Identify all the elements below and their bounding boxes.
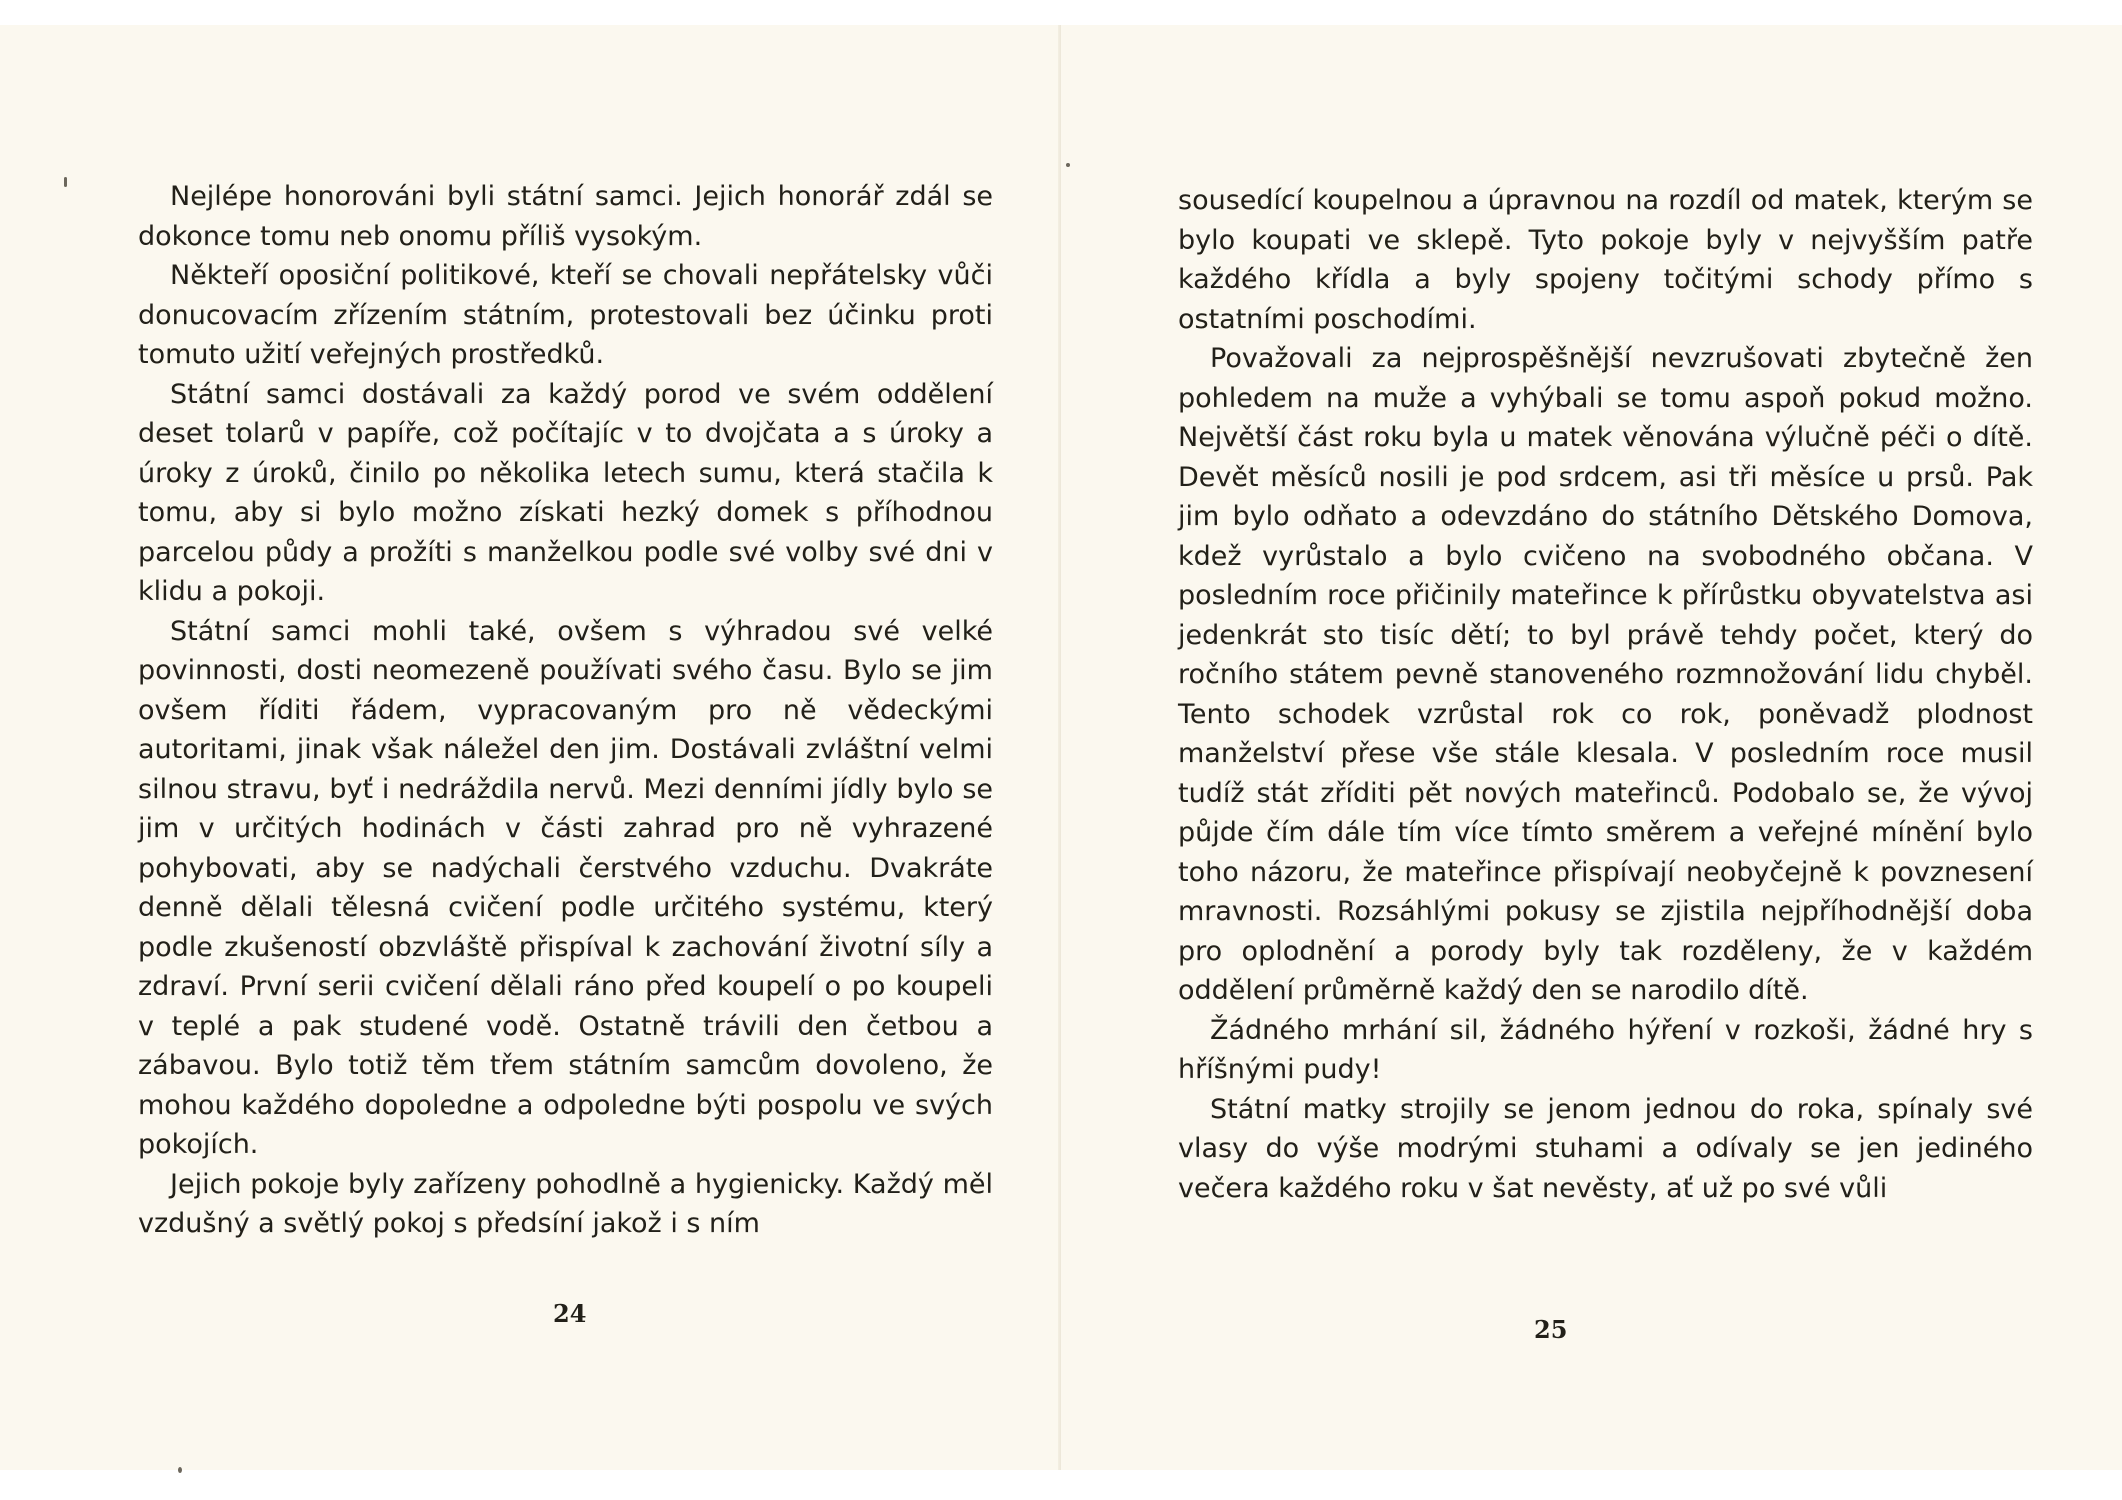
- paragraph: Státní matky strojily se jenom jednou do roka, spínaly své vlasy do výše modrými stuhami a odívaly se jen jediného večera každého roku v šat nevěsty, ať už po své vůli: [1178, 1093, 2033, 1204]
- paragraph: Státní samci dostávali za každý porod ve svém oddělení deset tolarů v papíře, což počítajíc v to dvojčata a s úroky a úroky z úroků, činilo po několika letech sumu, která stačila k tomu, aby si bylo možno získati hezký domek s příhodnou parcelou půdy a prožíti s manželkou podle své volby své dni v klidu a pokoji.: [138, 378, 993, 607]
- right-page: [1061, 25, 2122, 1470]
- paragraph: Státní samci mohli také, ovšem s výhradou své velké povinnosti, dosti neomezeně používati svého času. Bylo se jim ovšem říditi řádem, vypracovaným pro ně vědeckými autoritami, jinak však náležel den jim. Dostávali zvláštní velmi silnou stravu, byť i nedráždila nervů. Mezi denními jídly bylo se jim v určitých hodinách v části zahrad pro ně vyhrazené pohybovati, aby se nadýchali čerstvého vzduchu. Dvakráte denně dělali tělesná cvičení podle určitého systému, který podle zkušeností obzvláště přispíval k zachování životní síly a zdraví. První serii cvičení dělali ráno před koupelí o po koupeli v teplé a pak studené vodě. Ostatně trávili den četbou a zábavou. Bylo totiž těm třem státním samcům dovoleno, že mohou každého dopoledne a odpoledne býti pospolu ve svých pokojích.: [138, 615, 993, 1160]
- left-page: [0, 25, 1061, 1470]
- right-page-text: [1178, 181, 2033, 1208]
- paragraph: Nejlépe honorováni byli státní samci. Jejich honorář zdál se dokonce tomu neb onomu příliš vysokým.: [138, 181, 993, 252]
- left-page-text: [138, 177, 993, 1244]
- ink-speck: [64, 177, 67, 187]
- paragraph: Někteří oposiční politikové, kteří se chovali nepřátelsky vůči donucovacím zřízením státním, protestovali bez účinku proti tomuto užití veřejných prostředků.: [138, 260, 993, 370]
- page-number: 24: [553, 1299, 587, 1328]
- ink-speck: [178, 1467, 182, 1473]
- ink-speck: [1066, 163, 1070, 167]
- paragraph: sousedící koupelnou a úpravnou na rozdíl od matek, kterým se bylo koupati ve sklepě. Tyto pokoje byly v nejvyšším patře každého křídla a byly spojeny točitými schody přímo s ostatními poschodími.: [1178, 185, 2033, 335]
- page-number: 25: [1534, 1315, 1568, 1344]
- paragraph: Jejich pokoje byly zařízeny pohodlně a hygienicky. Každý měl vzdušný a světlý pokoj s předsíní jakož i s ním: [138, 1168, 993, 1239]
- paragraph: Žádného mrhání sil, žádného hýření v rozkoši, žádné hry s hříšnými pudy!: [1178, 1014, 2033, 1085]
- paragraph: Považovali za nejprospěšnější nevzrušovati zbytečně žen pohledem na muže a vyhýbali se tomu aspoň pokud možno. Největší část roku byla u matek věnována výlučně péči o dítě. Devět měsíců nosili je pod srdcem, asi tři měsíce u prsů. Pak jim bylo odňato a odevzdáno do státního Dětského Domova, kdež vyrůstalo a bylo cvičeno na svobodného občana. V posledním roce přičinily mateřince k přírůstku obyvatelstva asi jedenkrát sto tisíc dětí; to byl právě tehdy počet, který do ročního státem pevně stanoveného rozmnožování lidu chyběl. Tento schodek vzrůstal rok co rok, poněvadž plodnost manželství přese vše stále klesala. V posledním roce musil tudíž stát zříditi pět nových mateřinců. Podobalo se, že vývoj půjde čím dále tím více tímto směrem a veřejné mínění bylo toho názoru, že mateřince přispívají neobyčejně k povznesení mravnosti. Rozsáhlými pokusy se zjistila nejpříhodnější doba pro oplodnění a porody byly tak rozděleny, že v každém oddělení průměrně každý den se narodilo dítě.: [1178, 343, 2033, 1006]
